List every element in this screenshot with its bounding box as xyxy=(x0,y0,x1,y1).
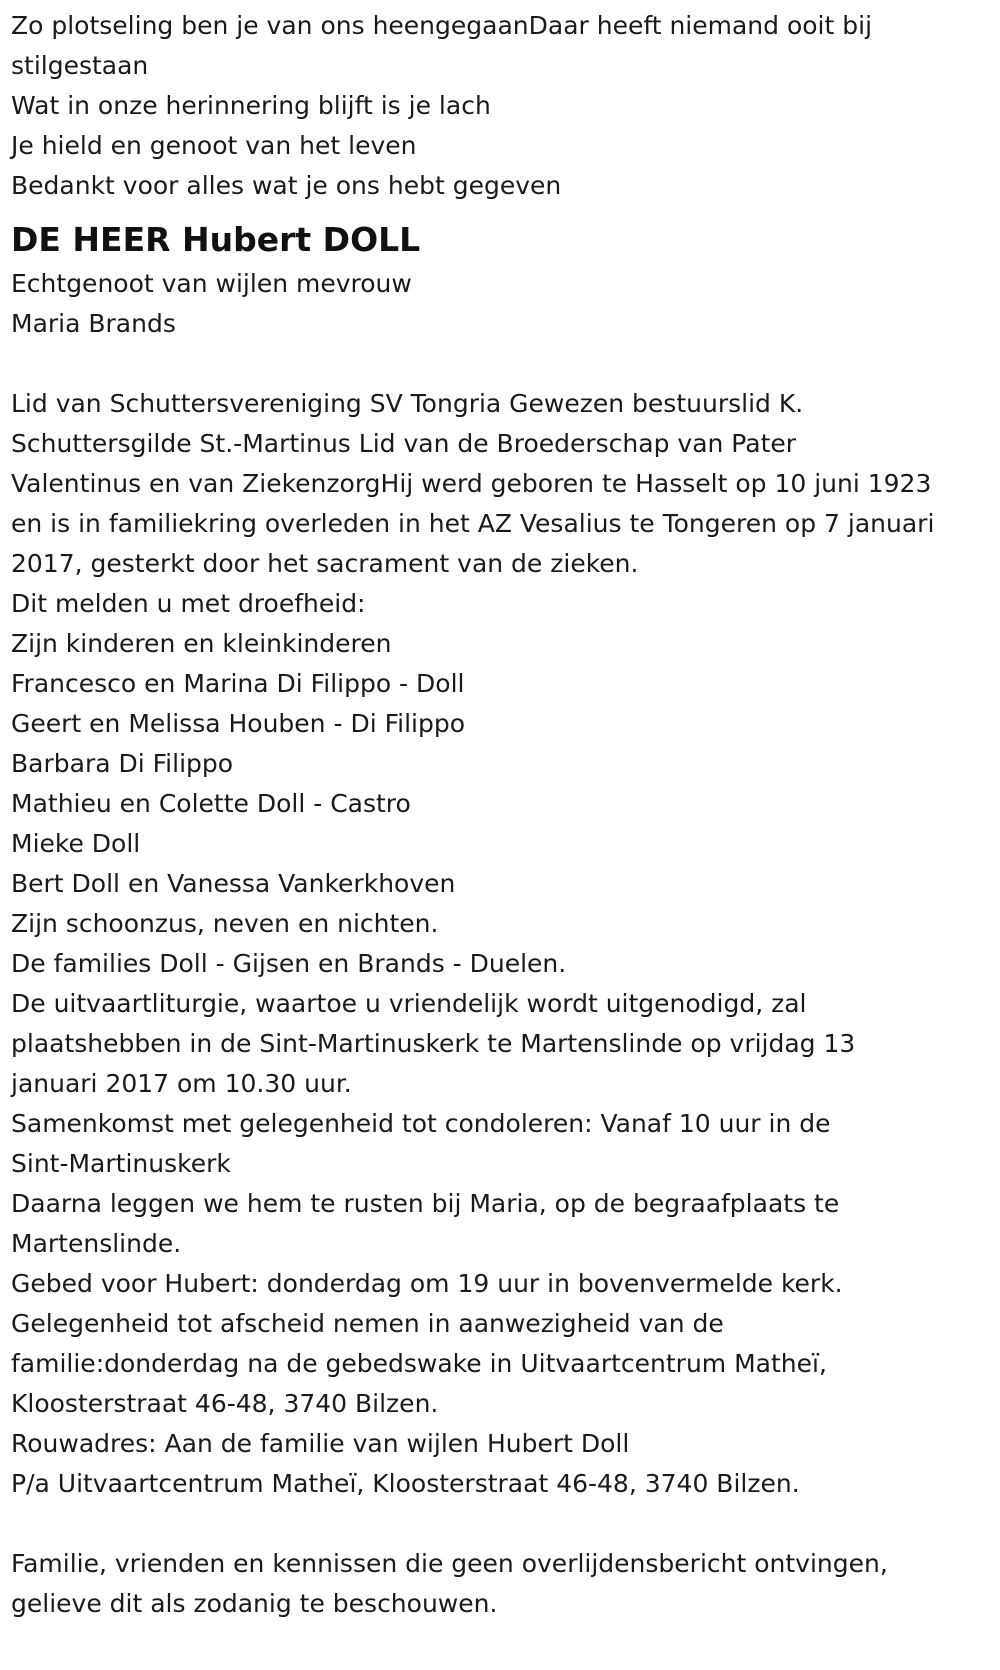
body-line: Valentinus en van ZiekenzorgHij werd geboren te Hasselt op 10 juni 1923 xyxy=(11,469,932,498)
poem xyxy=(11,6,1000,206)
body-line: Gebed voor Hubert: donderdag om 19 uur in bovenvermelde kerk. xyxy=(11,1269,843,1298)
body-line: Kloosterstraat 46-48, 3740 Bilzen. xyxy=(11,1389,439,1418)
body-line: en is in familiekring overleden in het AZ Vesalius te Tongeren op 7 januari xyxy=(11,509,935,538)
body-line: Lid van Schuttersvereniging SV Tongria Gewezen bestuurslid K. xyxy=(11,389,804,418)
body-line: Zijn schoonzus, neven en nichten. xyxy=(11,909,439,938)
body-line: Rouwadres: Aan de familie van wijlen Hubert Doll xyxy=(11,1429,630,1458)
obituary-body xyxy=(11,384,1000,1504)
closing-line: gelieve dit als zodanig te beschouwen. xyxy=(11,1589,498,1618)
spouse-line: Echtgenoot van wijlen mevrouw xyxy=(11,269,412,298)
body-line: Bert Doll en Vanessa Vankerkhoven xyxy=(11,869,456,898)
body-line: Geert en Melissa Houben - Di Filippo xyxy=(11,709,466,738)
spouse-line: Maria Brands xyxy=(11,309,176,338)
paragraph-gap xyxy=(11,344,1000,384)
poem-line: Bedankt voor alles wat je ons hebt gegeven xyxy=(11,171,562,200)
body-line: De families Doll - Gijsen en Brands - Duelen. xyxy=(11,949,567,978)
body-line: Mieke Doll xyxy=(11,829,141,858)
body-line: De uitvaartliturgie, waartoe u vriendelijk wordt uitgenodigd, zal xyxy=(11,989,807,1018)
body-line: Mathieu en Colette Doll - Castro xyxy=(11,789,411,818)
body-line: januari 2017 om 10.30 uur. xyxy=(11,1069,352,1098)
body-line: Schuttersgilde St.-Martinus Lid van de Broederschap van Pater xyxy=(11,429,797,458)
body-line: Sint-Martinuskerk xyxy=(11,1149,231,1178)
body-line: Dit melden u met droefheid: xyxy=(11,589,366,618)
body-line: Daarna leggen we hem te rusten bij Maria, op de begraafplaats te xyxy=(11,1189,840,1218)
poem-line: stilgestaan xyxy=(11,51,149,80)
body-line: P/a Uitvaartcentrum Matheï, Kloosterstraat 46-48, 3740 Bilzen. xyxy=(11,1469,800,1498)
closing-line: Familie, vrienden en kennissen die geen overlijdensbericht ontvingen, xyxy=(11,1549,888,1578)
body-line: Barbara Di Filippo xyxy=(11,749,234,778)
poem-line: Wat in onze herinnering blijft is je lach xyxy=(11,91,491,120)
paragraph-gap xyxy=(11,1504,1000,1544)
body-line: familie:donderdag na de gebedswake in Uitvaartcentrum Matheï, xyxy=(11,1349,827,1378)
poem-line: Zo plotseling ben je van ons heengegaanDaar heeft niemand ooit bij xyxy=(11,11,873,40)
body-line: plaatshebben in de Sint-Martinuskerk te Martenslinde op vrijdag 13 xyxy=(11,1029,856,1058)
poem-line: Je hield en genoot van het leven xyxy=(11,131,417,160)
deceased-name-heading: DE HEER Hubert DOLL xyxy=(11,220,421,259)
body-line: Martenslinde. xyxy=(11,1229,182,1258)
closing-note xyxy=(11,1544,1000,1624)
body-line: Gelegenheid tot afscheid nemen in aanwezigheid van de xyxy=(11,1309,724,1338)
body-line: Zijn kinderen en kleinkinderen xyxy=(11,629,392,658)
body-line: Francesco en Marina Di Filippo - Doll xyxy=(11,669,465,698)
body-line: 2017, gesterkt door het sacrament van de zieken. xyxy=(11,549,639,578)
body-line: Samenkomst met gelegenheid tot condoleren: Vanaf 10 uur in de xyxy=(11,1109,831,1138)
spouse-info xyxy=(11,264,1000,344)
